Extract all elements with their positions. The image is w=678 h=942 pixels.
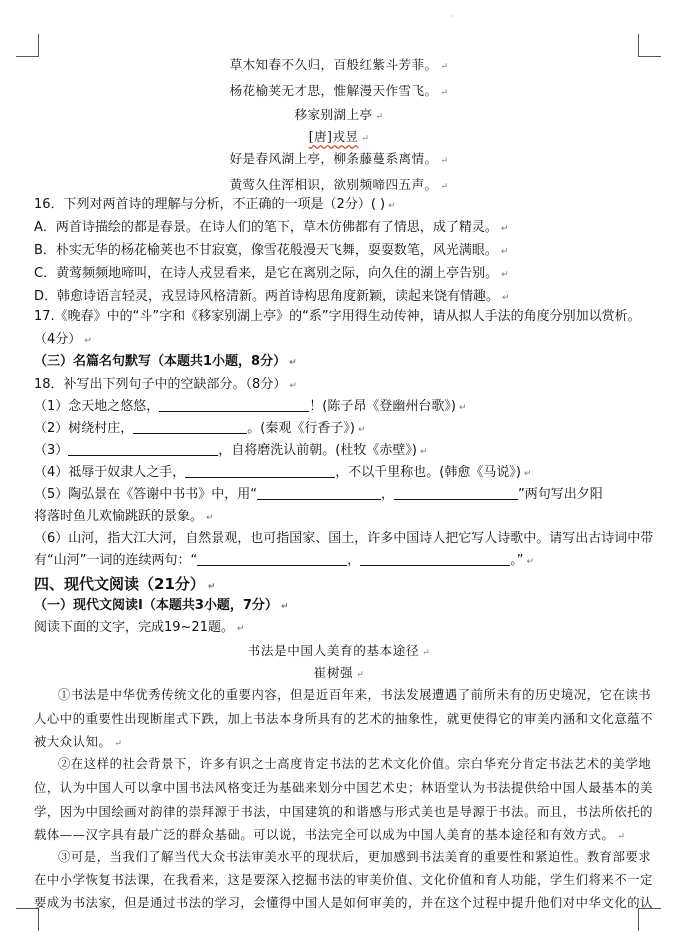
paragraph-2-line-2: 位，认为中国人可以拿中国书法风格变迁为基础来划分中国艺术史；林语堂认为书法提供给中国人最基本的美 (34, 781, 654, 795)
poem-line-2: 杨花榆荚无才思，惟解漫天作雪飞。 ↵ (229, 83, 449, 98)
reading-instruction: 阅读下面的文字，完成19~21题。 ↵ (34, 620, 245, 635)
paragraph-1-line-2: 人心中的重要性出现断崖式下跌，加上书法本身所具有的艺术的抽象性，就更使得它的审美内涵和文化意蕴不 (34, 712, 654, 726)
q18-item-1: （1）念天地之悠悠， ！(陈子昂《登幽州台歌》) ↵ (34, 399, 467, 414)
poem-title: 移家别湖上亭 ↵ (294, 107, 384, 122)
paragraph-3-line-3: 要成为书法家，但是通过书法的学习，会懂得中国人是如何审美的，并在这个过程中提升他们对中华文化的认 (34, 896, 654, 910)
article-author: 崔树强 ↵ (313, 665, 365, 680)
answer-blank[interactable] (68, 442, 218, 456)
section-4-sub-1: （一）现代文阅读Ⅰ（本题共3小题，7分） ↵ (34, 598, 289, 613)
q16-option-a: A．两首诗描绘的都是春景。在诗人们的笔下，草木仿佛都有了情思，成了精灵。 ↵ (34, 220, 509, 235)
q18-stem: 18．补写出下列句子中的空缺部分。（8分） ↵ (34, 377, 297, 392)
q16-option-b: B．朴实无华的杨花榆荚也不甘寂寞，像雪花般漫天飞舞，耍耍数笔，风光满眼。 ↵ (34, 243, 509, 258)
paragraph-1-line-3: 被大众认知。 ↵ (34, 735, 123, 749)
section-3-title: （三）名篇名句默写（本题共1小题，8分） ↵ (34, 354, 297, 369)
answer-blank[interactable] (360, 552, 510, 566)
poem-author: [唐]戎昱 ↵ (308, 129, 370, 144)
paragraph-2-line-3: 学，因为中国绘画对韵律的崇拜源于书法，中国建筑的和谐感与形式美也是导源于书法。而且，书法所依托的 (34, 805, 654, 819)
paragraph-2-line-4: 载体——汉字具有最广泛的群众基础。可以说，书法完全可以成为中国人美育的基本途径和有效方式。 ↵ (34, 828, 626, 842)
q18-item-5: （5）陶弘景在《答谢中书书》中，用“ ， ”两句写出夕阳 (34, 487, 603, 502)
q17-stem: 17.《晚春》中的“斗”字和《移家别湖上亭》的“系”字用得生动传神，请从拟人手法的角度分别加以赏析。 (34, 309, 641, 324)
answer-blank[interactable] (197, 552, 347, 566)
q16-option-c: C．黄莺频频地啼叫，在诗人戎昱看来，是它在离别之际，向久住的湖上亭告别。 ↵ (34, 266, 509, 281)
answer-blank[interactable] (159, 398, 309, 412)
corner-mark-top-right (638, 34, 661, 57)
paragraph-1-line-1: ①书法是中华优秀传统文化的重要内容，但是近百年来，书法发展遭遇了前所未有的历史境况，它在读书 (58, 688, 652, 702)
q16-stem: 16．下列对两首诗的理解与分析，不正确的一项是（2分）( ) ↵ (34, 197, 396, 212)
answer-blank[interactable] (257, 486, 381, 500)
q18-item-6: （6）山河，指大江大河，自然景观，也可指国家、国土，许多中国诗人把它写人诗歌中。请写出古诗词中带 (34, 531, 654, 546)
paragraph-3-line-1: ③可是，当我们了解当代大众书法审美水平的现状后，更加感到书法美育的重要性和紧迫性。教育部要求 (58, 850, 652, 864)
corner-mark-top-left (16, 34, 39, 57)
q17-points: （4分） ↵ (34, 332, 92, 347)
paragraph-2-line-1: ②在这样的社会背景下，许多有识之士高度肯定书法的艺术文化价值。宗白华充分肯定书法艺术的美学地 (58, 757, 652, 771)
q18-item-5-cont: 将落时鱼儿欢愉跳跃的景象。 ↵ (34, 509, 214, 524)
answer-blank[interactable] (394, 486, 518, 500)
paragraph-3-line-2: 在中小学恢复书法课，在我看来，这是要深入挖掘书法的审美价值、文化价值和育人功能，学生们将来不一定 (34, 873, 654, 887)
q18-item-6-cont: 有“山河”一词的连续两句：“ ， 。” ↵ (34, 553, 535, 568)
header-dot: · (450, 12, 453, 21)
q16-option-d: D．韩愈诗语言轻灵，戎昱诗风格清新。两首诗构思角度新颖，读起来饶有情趣。 ↵ (34, 289, 510, 304)
section-4-title: 四、现代文阅读（21分） ↵ (34, 575, 216, 593)
article-title: 书法是中国人美育的基本途径 ↵ (247, 643, 431, 658)
answer-blank[interactable] (185, 464, 335, 478)
answer-blank[interactable] (133, 420, 247, 434)
poem-line-4: 黄莺久住浑相识，欲别频啼四五声。 ↵ (229, 177, 449, 192)
q18-item-2: （2）树绕村庄， 。(秦观《行香子》) ↵ (34, 421, 366, 436)
q18-item-4: （4）祗辱于奴隶人之手， ，不以千里称也。(韩愈《马说》) ↵ (34, 465, 532, 480)
poem-line-1: 草木知春不久归，百般红紫斗芳菲。 ↵ (229, 57, 449, 72)
poem-line-3: 好是春风湖上亭，柳条藤蔓系离情。 ↵ (229, 151, 449, 166)
q18-item-3: （3） ，自将磨洗认前朝。(杜牧《赤壁》) ↵ (34, 443, 428, 458)
